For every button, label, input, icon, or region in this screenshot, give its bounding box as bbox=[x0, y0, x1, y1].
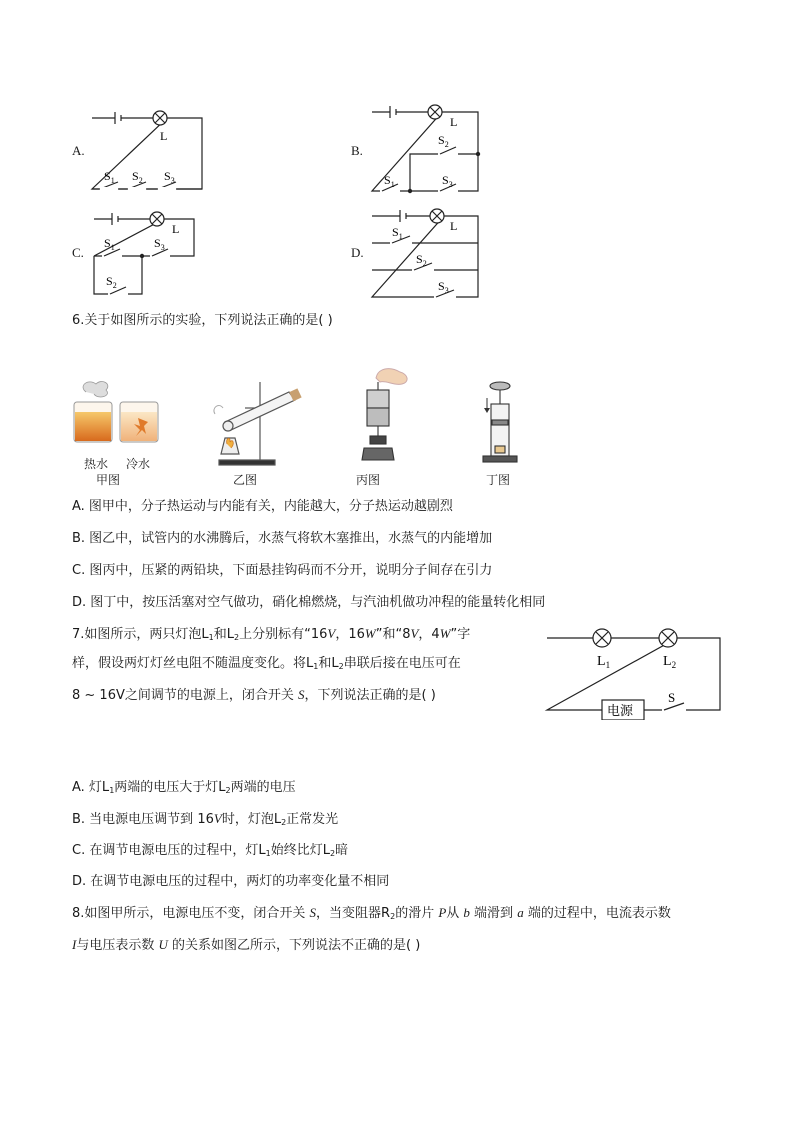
q7-option-a: A. 灯$L_1$两端的电压大于灯$L_2$两端的电压 bbox=[72, 780, 296, 795]
circuit-diagram-a bbox=[88, 98, 208, 193]
piston-illustration bbox=[475, 380, 525, 468]
svg-text:S1: $S_1$ bbox=[104, 236, 115, 252]
option-letter-a: A. bbox=[72, 143, 85, 158]
svg-text:S1: $S_1$ bbox=[392, 225, 403, 241]
lamp-l1-label: $L_1$ bbox=[597, 654, 611, 670]
series-lamps-circuit bbox=[544, 624, 724, 720]
svg-text:S3: $S_3$ bbox=[438, 279, 449, 295]
lamp-l2-label: $L_2$ bbox=[663, 654, 677, 670]
svg-text:S2: $S_2$ bbox=[416, 252, 427, 268]
circuit-diagram-c bbox=[88, 205, 198, 300]
test-tube-illustration bbox=[205, 378, 305, 468]
question-8-line-2: I与电压表示数 U 的关系如图乙所示，下列说法不正确的是( ) bbox=[72, 937, 421, 953]
svg-text:L: L bbox=[450, 115, 458, 129]
lamp-label: L bbox=[160, 129, 168, 143]
svg-text:S2: $S_2$ bbox=[106, 274, 117, 290]
option-letter-c: C. bbox=[72, 245, 84, 260]
circuit-diagram-b bbox=[368, 98, 488, 196]
q7-option-b: B. 当电源电压调节到 16V时，灯泡$L_2$正常发光 bbox=[72, 811, 339, 827]
svg-text:S3: $S_3$ bbox=[154, 236, 165, 252]
svg-text:L: L bbox=[172, 222, 180, 236]
svg-text:S1: $S_1$ bbox=[384, 173, 395, 189]
question-7-line-1: 7.如图所示，两只灯泡$L_1$和$L_2$上分别标有“16V，16W”和“8V，4W”字 bbox=[72, 626, 471, 642]
beakers-illustration bbox=[68, 378, 168, 444]
svg-text:S3: $S_3$ bbox=[164, 169, 175, 185]
svg-text:L: L bbox=[450, 219, 458, 233]
svg-text:S2: $S_2$ bbox=[132, 169, 143, 185]
switch-s-label: S bbox=[668, 690, 676, 705]
q6-option-d: D. 图丁中，按压活塞对空气做功，硝化棉燃烧，与汽油机做功冲程的能量转化相同 bbox=[72, 595, 546, 610]
q6-option-b: B. 图乙中，试管内的水沸腾后，水蒸气将软木塞推出，水蒸气的内能增加 bbox=[72, 531, 493, 546]
q6-option-c: C. 图丙中，压紧的两铅块，下面悬挂钩码而不分开，说明分子间存在引力 bbox=[72, 563, 493, 578]
question-6-stem: 6.关于如图所示的实验，下列说法正确的是( ) bbox=[72, 313, 333, 328]
q7-option-d: D. 在调节电源电压的过程中，两灯的功率变化量不相同 bbox=[72, 874, 390, 889]
svg-text:S2: $S_2$ bbox=[438, 133, 449, 149]
option-letter-b: B. bbox=[351, 143, 363, 158]
svg-text:S1: $S_1$ bbox=[104, 169, 115, 185]
figure-caption-jia: 甲图 bbox=[96, 473, 121, 487]
power-source-label: 电源 bbox=[607, 704, 634, 719]
cold-water-label: 冷水 bbox=[126, 457, 151, 471]
question-8-line-1: 8.如图甲所示，电源电压不变，闭合开关 S，当变阻器$R_2$的滑片 P从 b 端滑到 a 端的过程中，电流表示数 bbox=[72, 905, 671, 921]
circuit-diagram-d bbox=[368, 202, 483, 302]
question-7-line-3: 8 ~ 16V之间调节的电源上，闭合开关 S，下列说法正确的是( ) bbox=[72, 687, 436, 703]
figure-caption-ding: 丁图 bbox=[486, 473, 511, 487]
q7-option-c: C. 在调节电源电压的过程中，灯$L_1$始终比灯$L_2$暗 bbox=[72, 843, 349, 858]
svg-text:S3: $S_3$ bbox=[442, 173, 453, 189]
figure-caption-yi: 乙图 bbox=[233, 473, 258, 487]
option-letter-d: D. bbox=[351, 245, 364, 260]
q6-option-a: A. 图甲中，分子热运动与内能有关，内能越大，分子热运动越剧烈 bbox=[72, 499, 453, 514]
figure-caption-bing: 丙图 bbox=[356, 473, 381, 487]
question-7-line-2: 样，假设两灯灯丝电阻不随温度变化。将$L_1$和$L_2$串联后接在电压可在 bbox=[72, 656, 461, 671]
lead-blocks-illustration bbox=[350, 364, 410, 469]
hot-water-label: 热水 bbox=[84, 457, 109, 471]
